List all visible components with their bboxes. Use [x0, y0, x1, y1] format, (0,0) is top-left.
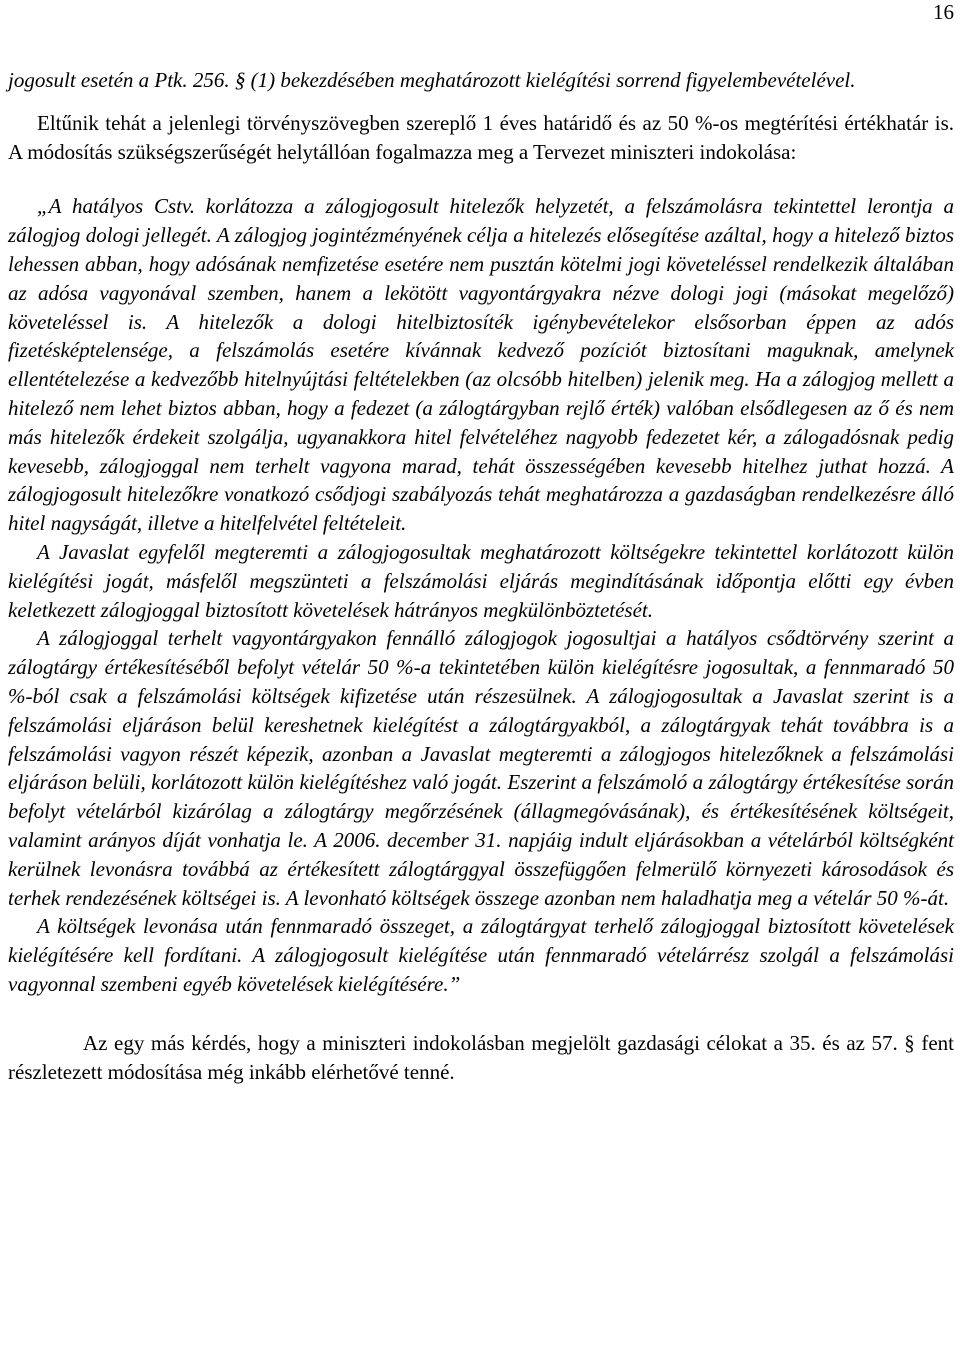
paragraph-closing: Az egy más kérdés, hogy a miniszteri indokolásban megjelölt gazdasági célokat a 35. és az 57. § fent részletezett módosítása még inkább elérhetővé tenné.: [8, 1030, 954, 1084]
paragraph-continuation: jogosult esetén a Ptk. 256. § (1) bekezdésében meghatározott kielégítési sorrend figyelembevételével.: [8, 68, 856, 92]
page-number: 16: [933, 0, 954, 24]
quote-paragraph-4: A költségek levonása után fennmaradó összeget, a zálogtárgyat terhelő zálogjoggal biztosított követelések kielégítésére kell fordítani. A zálogjogosult kielégítése után fennmaradó vételárrész szolgál a felszámolási vagyonnal szembeni egyéb követelések kielégítésére.”: [8, 914, 954, 996]
document-body: [8, 66, 954, 1086]
quote-paragraph-1: „A hatályos Cstv. korlátozza a zálogjogosult hitelezők helyzetét, a felszámolásra tekintettel lerontja a zálogjog dologi jellegét. A zálogjog jogintézményének célja a hitelezés elősegítése azáltal, hogy a hitelező biztos lehessen abban, hogy adósának nemfizetése esetére nem pusztán kötelmi jogi követeléssel rendelkezik általában az adósa vagyonával szemben, hanem a lekötött vagyontárgyakra nézve dologi jogi (másokat megelőző) követeléssel is. A hitelezők a dologi hitelbiztosíték igénybevételekor elsősorban éppen az adós fizetésképtelensége, a felszámolás esetére kívánnak kedvező pozíciót biztosítani maguknak, amelynek ellentételezése a kedvezőbb hitelnyújtási feltételekben (az olcsóbb hitelben) jelenik meg. Ha a zálogjog mellett a hitelező nem lehet biztos abban, hogy a fedezet (a zálogtárgyban rejlő érték) valóban elsődlegesen az ő és nem más hitelezők érdekeit szolgálja, ugyanakkora hitel felvételéhez nagyobb fedezetet kér, a zálogadósnak pedig kevesebb, zálogjoggal nem terhelt vagyona marad, tehát összességében kevesebb hitelhez juthat hozzá. A zálogjogosult hitelezőkre vonatkozó csődjogi szabályozás tehát meghatározza a gazdaságban rendelkezésre álló hitel nagyságát, illetve a hitelfelvétel feltételeit.: [8, 194, 954, 536]
quote-paragraph-3: A zálogjoggal terhelt vagyontárgyakon fennálló zálogjogok jogosultjai a hatályos csődtörvény szerint a zálogtárgy értékesítéséből befolyt vételár 50 %-a tekintetében külön kielégítésre jogosultak, a fennmaradó 50 %-ból csak a felszámolási költségek kifizetése után részesülnek. A zálogjogosultak a Javaslat szerint is a felszámolási eljáráson belül kereshetnek kielégítést a zálogtárgyakból, a zálogtárgyak tehát továbbra is a felszámolási vagyon részét képezik, azonban a Javaslat megteremti a zálogjogos hitelezőknek a felszámolási eljáráson belüli, korlátozott külön kielégítéshez való jogát. Eszerint a felszámoló a zálogtárgy értékesítése során befolyt vételárból kizárólag a zálogtárgy megőrzésének (állagmegóvásának), és értékesítésének költségeit, valamint arányos díját vonhatja le. A 2006. december 31. napjáig indult eljárásokban a vételárból költségként kerülnek levonásra továbbá az értékesített zálogtárggyal összefüggően felmerülő környezeti károsodások és terhek rendezésének költségei is. A levonható költségek összege azonban nem haladhatja meg a vételár 50 %-át.: [8, 626, 954, 910]
quote-paragraph-2: A Javaslat egyfelől megteremti a zálogjogosultak meghatározott költségekre tekintettel korlátozott külön kielégítési jogát, másfelől megszünteti a felszámolási eljárás megindításának időpontja előtti egy évben keletkezett zálogjoggal biztosított követelések hátrányos megkülönböztetését.: [8, 539, 954, 622]
paragraph-intro: Eltűnik tehát a jelenlegi törvényszövegben szereplő 1 éves határidő és az 50 %-os megtérítési értékhatár is. A módosítás szükségszerűségét helytállóan fogalmazza meg a Tervezet miniszteri indokolása:: [8, 110, 954, 164]
